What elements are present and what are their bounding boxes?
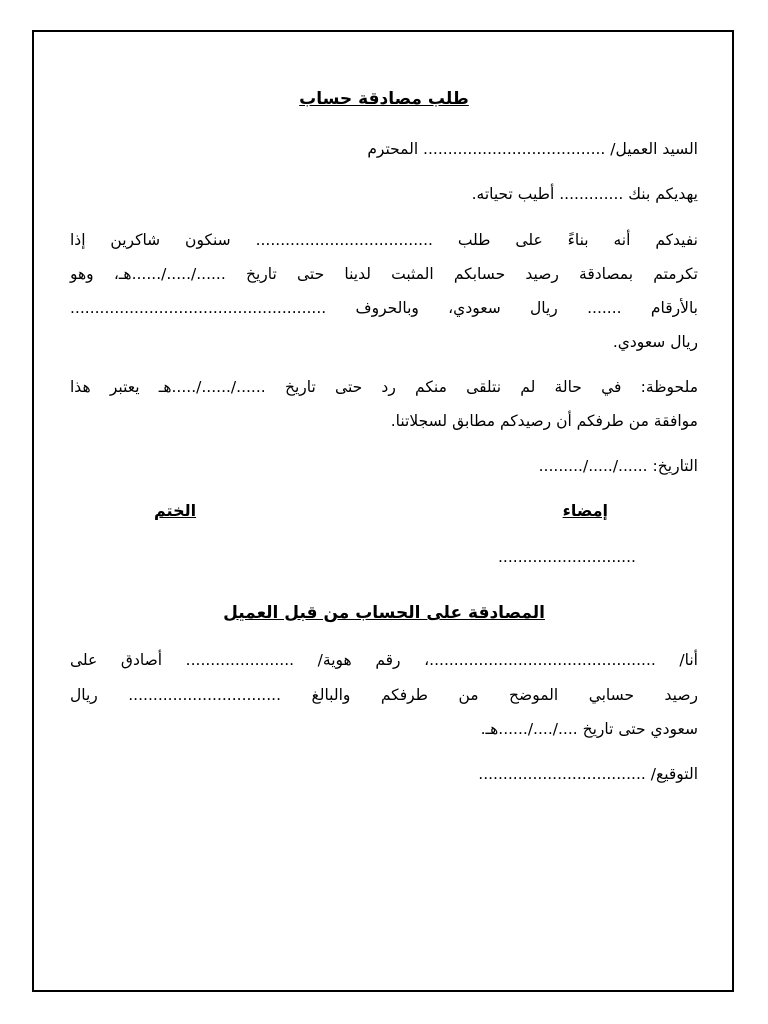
stamp-label: الختم — [154, 501, 197, 520]
signature-label: إمضاء — [562, 501, 608, 520]
note-line-2: موافقة من طرفكم أن رصيدكم مطابق لسجلاتنا. — [390, 412, 698, 430]
greeting-line: السيد العميل/ ..................................... المحترم — [367, 140, 698, 158]
body-line-4: ريال سعودي. — [612, 333, 698, 351]
date-line: التاريخ: ....../...../......... — [538, 457, 698, 475]
body-line-1: نفيدكم أنه بناءً على طلب .................................... سنكون شاكرين إذا — [70, 231, 698, 249]
customer-signature-line: التوقيع/ .................................. — [478, 765, 698, 783]
body-line-3: بالأرقام ....... ريال سعودي، وبالحروف .................................................... — [70, 299, 698, 317]
customer-line-2: رصيد حسابي الموضح من طرفكم والبالغ ............................... ريال — [70, 686, 698, 704]
note-line-1: ملحوظة: في حالة لم نتلقى منكم رد حتى تاريخ ....../....../.....هـ يعتبر هذا — [70, 378, 698, 396]
page-border — [32, 30, 734, 992]
signature-dots: ............................ — [498, 548, 636, 566]
form-title: طلب مصادقة حساب — [299, 89, 469, 109]
body-line-2: تكرمتم بمصادقة رصيد حسابكم المثبت لدينا حتى تاريخ ....../...../......هـ، وهو — [70, 265, 698, 283]
customer-section-heading: المصادقة على الحساب من قبل العميل — [223, 603, 545, 623]
customer-line-1: أنا/ ..............................................، رقم هوية/ ...................... أصادق على — [70, 651, 698, 669]
customer-line-3: سعودي حتى تاريخ ..../..../......هـ. — [480, 720, 698, 738]
salutation-line: يهديكم بنك ............. أطيب تحياته. — [471, 185, 698, 203]
